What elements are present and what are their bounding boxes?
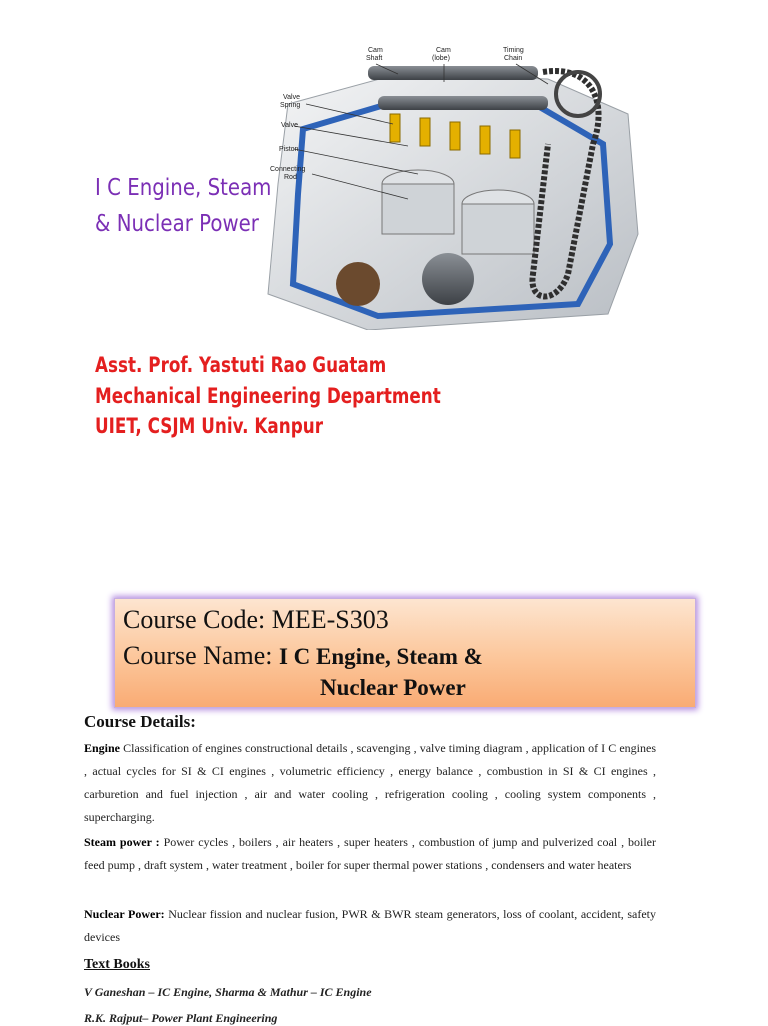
steam-text: Power cycles , boilers , air heaters , super heaters , combustion of jump and pulverized coal , boiler feed pump , draft system , water treatment , boiler for super thermal power stations , condensers and water heaters	[84, 835, 656, 872]
figure-label-connecting-rod: Connecting	[270, 166, 306, 173]
engine-cutaway-illustration	[248, 34, 646, 330]
course-code	[123, 605, 389, 635]
figure-label-cam-lobe: Cam	[436, 47, 451, 54]
text-books-heading: Text Books	[84, 957, 151, 972]
steam-label: Steam power :	[84, 835, 160, 849]
nuclear-paragraph	[84, 903, 656, 949]
text-book-item: R.K. Rajput– Power Plant Engineering	[84, 1011, 278, 1025]
course-name-value-line2: Nuclear Power	[320, 675, 466, 700]
title-line-1: I C Engine, Steam	[95, 175, 272, 201]
author-block	[95, 350, 441, 442]
course-name-value-line1: I C Engine, Steam &	[278, 644, 483, 669]
engine-label: Engine	[84, 741, 121, 755]
title-line-2: & Nuclear Power	[95, 211, 259, 237]
course-info-box	[114, 598, 696, 708]
figure-label-timing-chain: Timing	[503, 47, 524, 54]
svg-text:Shaft: Shaft	[366, 55, 383, 62]
figure-label-valve-spring: Valve	[283, 94, 300, 101]
author-institute: UIET, CSJM Univ. Kanpur	[95, 414, 323, 438]
course-name	[123, 641, 483, 671]
engine-paragraph	[84, 737, 656, 829]
steam-paragraph	[84, 831, 656, 877]
figure-label-valve: Valve	[281, 122, 298, 129]
svg-text:Rod: Rod	[284, 174, 297, 181]
course-name-label: Course Name:	[123, 641, 273, 670]
text-book-item: V Ganeshan – IC Engine, Sharma & Mathur – IC Engine	[84, 985, 372, 999]
svg-text:Chain: Chain	[504, 55, 523, 62]
author-department: Mechanical Engineering Department	[95, 383, 441, 408]
figure-label-piston: Piston	[279, 146, 299, 153]
engine-text: Classification of engines constructional details , scavenging , valve timing diagram , application of I C engines , actual cycles for SI & CI engines , volumetric efficiency , energy balance , combustion in SI & CI engines , carburetion and fuel injection , air and water cooling , refrigeration cooling , cooling system components , supercharging.	[84, 741, 656, 824]
course-code-value: MEE-S303	[271, 605, 389, 634]
author-name: Asst. Prof. Yastuti Rao Guatam	[95, 353, 387, 377]
figure-label-cam-shaft: Cam	[368, 47, 383, 54]
nuclear-text: Nuclear fission and nuclear fusion, PWR & BWR steam generators, loss of coolant, accident, safety devices	[84, 907, 657, 944]
course-details-heading: Course Details:	[84, 712, 196, 731]
course-code-label: Course Code:	[123, 605, 266, 634]
document-title	[95, 170, 271, 242]
nuclear-label: Nuclear Power:	[84, 907, 165, 921]
svg-text:Spring: Spring	[280, 102, 301, 109]
svg-text:(lobe): (lobe)	[432, 55, 450, 62]
